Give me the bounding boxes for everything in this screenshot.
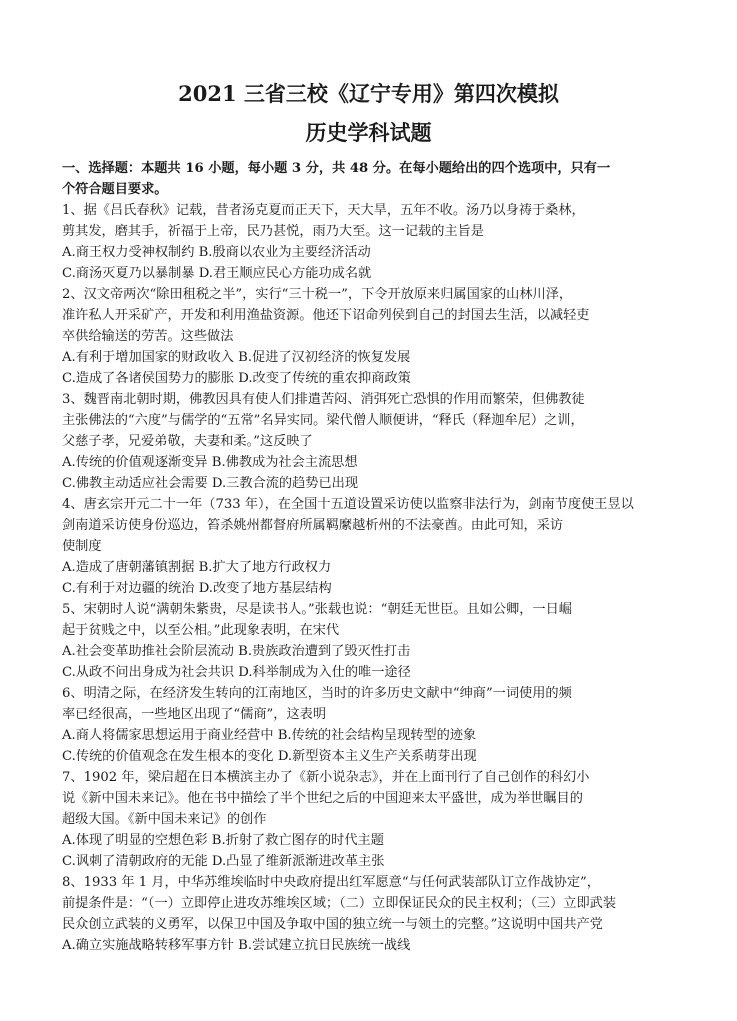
question-2-stem: 准许私人开采矿产，开发和利用渔盐资源。他还下诏命列侯到自己的封国去生活，以减轻吏 <box>62 308 590 323</box>
question-8-stem: 民众创立武装的义勇军，以保卫中国及争取中国的独立统一与领土的完整。”这说明中国共产党 <box>62 917 603 932</box>
question-7-stem: 说《新中国未来记》。他在书中描绘了半个世纪之后的中国迎来太平盛世，成为举世瞩目的 <box>62 791 583 806</box>
question-7-options: C.讽刺了清朝政府的无能 D.凸显了维新派渐进改革主张 <box>62 854 385 869</box>
question-1-stem: 剪其发，磨其手，祈福于上帝，民乃甚悦，雨乃大至。这一记载的主旨是 <box>62 224 484 239</box>
section-heading: 一、选择题：本题共 16 小题，每小题 3 分，共 48 分。在每小题给出的四个选项中，只有一 <box>62 161 611 176</box>
question-4-options: A.造成了唐朝藩镇割据 B.扩大了地方行政权力 <box>62 560 332 575</box>
question-6-stem: 6、明清之际，在经济发生转向的江南地区，当时的许多历史文献中“绅商”一词使用的频 <box>62 686 572 701</box>
question-4-options: C.有利于对边疆的统治 D.改变了地方基层结构 <box>62 581 332 596</box>
question-7-stem: 7、1902 年，梁启超在日本横滨主办了《新小说杂志》，并在上面刊行了自己创作的科幻小 <box>62 770 590 785</box>
question-4-stem: 使制度 <box>62 539 102 554</box>
question-8-stem: 前提条件是：“（一）立即停止进攻苏维埃区域；（二）立即保证民众的民主权利；（三）立即武装 <box>62 896 617 911</box>
question-6-options: A.商人将儒家思想运用于商业经营中 B.传统的社会结构呈现转型的迹象 <box>62 728 477 743</box>
question-8-stem: 8、1933 年 1 月，中华苏维埃临时中央政府提出红军愿意“与任何武装部队订立作战协定”， <box>62 875 600 890</box>
question-8-options: A.确立实施战略转移军事方针 B.尝试建立抗日民族统一战线 <box>62 938 411 953</box>
question-2-options: A.有利于增加国家的财政收入 B.促进了汉初经济的恢复发展 <box>62 350 411 365</box>
section-heading-cont: 个符合题目要求。 <box>62 182 168 197</box>
question-7-stem: 超级大国。《新中国未来记》的创作 <box>62 812 267 827</box>
question-6-stem: 率已经很高，一些地区出现了“儒商”，这表明 <box>62 707 327 722</box>
question-3-options: A.传统的价值观逐渐变异 B.佛教成为社会主流思想 <box>62 455 358 470</box>
page-subtitle: 历史学科试题 <box>305 120 432 145</box>
question-5-stem: 起于贫贱之中，以至公相。”此现象表明，在宋代 <box>62 623 340 638</box>
question-6-options: C.传统的价值观念在发生根本的变化 D.新型资本主义生产关系萌芽出现 <box>62 749 477 764</box>
question-1-stem: 1、据《吕氏春秋》记载，昔者汤克夏而正天下，天大旱，五年不收。汤乃以身祷于桑林， <box>62 203 585 218</box>
question-3-stem: 父慈子孝，兄爱弟敬，夫妻和柔。”这反映了 <box>62 434 313 449</box>
question-1-options: C.商汤灭夏乃以暴制暴 D.君王顺应民心方能功成名就 <box>62 266 372 281</box>
question-1-options: A.商王权力受神权制约 B.殷商以农业为主要经济活动 <box>62 245 371 260</box>
question-7-options: A.体现了明显的空想色彩 B.折射了救亡图存的时代主题 <box>62 833 384 848</box>
question-5-stem: 5、宋朝时人说“满朝朱紫贵，尽是读书人。”张载也说：“朝廷无世臣。且如公卿，一日崛 <box>62 602 572 617</box>
page-title: 2021 三省三校《辽宁专用》第四次模拟 <box>178 81 559 106</box>
question-3-stem: 3、魏晋南北朝时期，佛教因具有使人们排遣苦闷、消弭死亡恐惧的作用而繁荣，但佛教徒 <box>62 392 585 407</box>
question-3-options: C.佛教主动适应社会需要 D.三教合流的趋势已出现 <box>62 476 359 491</box>
question-4-stem: 剑南道采访使身份巡边，笞杀姚州都督府所属羁縻越析州的不法豪酋。由此可知，采访 <box>62 518 564 533</box>
question-5-options: A.社会变革助推社会阶层流动 B.贵族政治遭到了毁灭性打击 <box>62 644 411 659</box>
question-5-options: C.从政不问出身成为社会共识 D.科举制成为入仕的唯一途径 <box>62 665 411 680</box>
question-2-stem: 2、汉文帝两次“除田租税之半”，实行“三十税一”，下令开放原来归属国家的山林川泽， <box>62 287 573 302</box>
question-3-stem: 主张佛法的“六度”与儒学的“五常”名异实同。梁代僧人顺便讲，“释氏（释迦牟尼）之训， <box>62 413 584 428</box>
question-4-stem: 4、唐玄宗开元二十一年（733 年），在全国十五道设置采访使以监察非法行为，剑南节度使王昱以 <box>62 497 634 512</box>
question-2-options: C.造成了各诸侯国势力的膨胀 D.改变了传统的重农抑商政策 <box>62 371 411 386</box>
question-2-stem: 卒供给输送的劳苦。这些做法 <box>62 329 234 344</box>
